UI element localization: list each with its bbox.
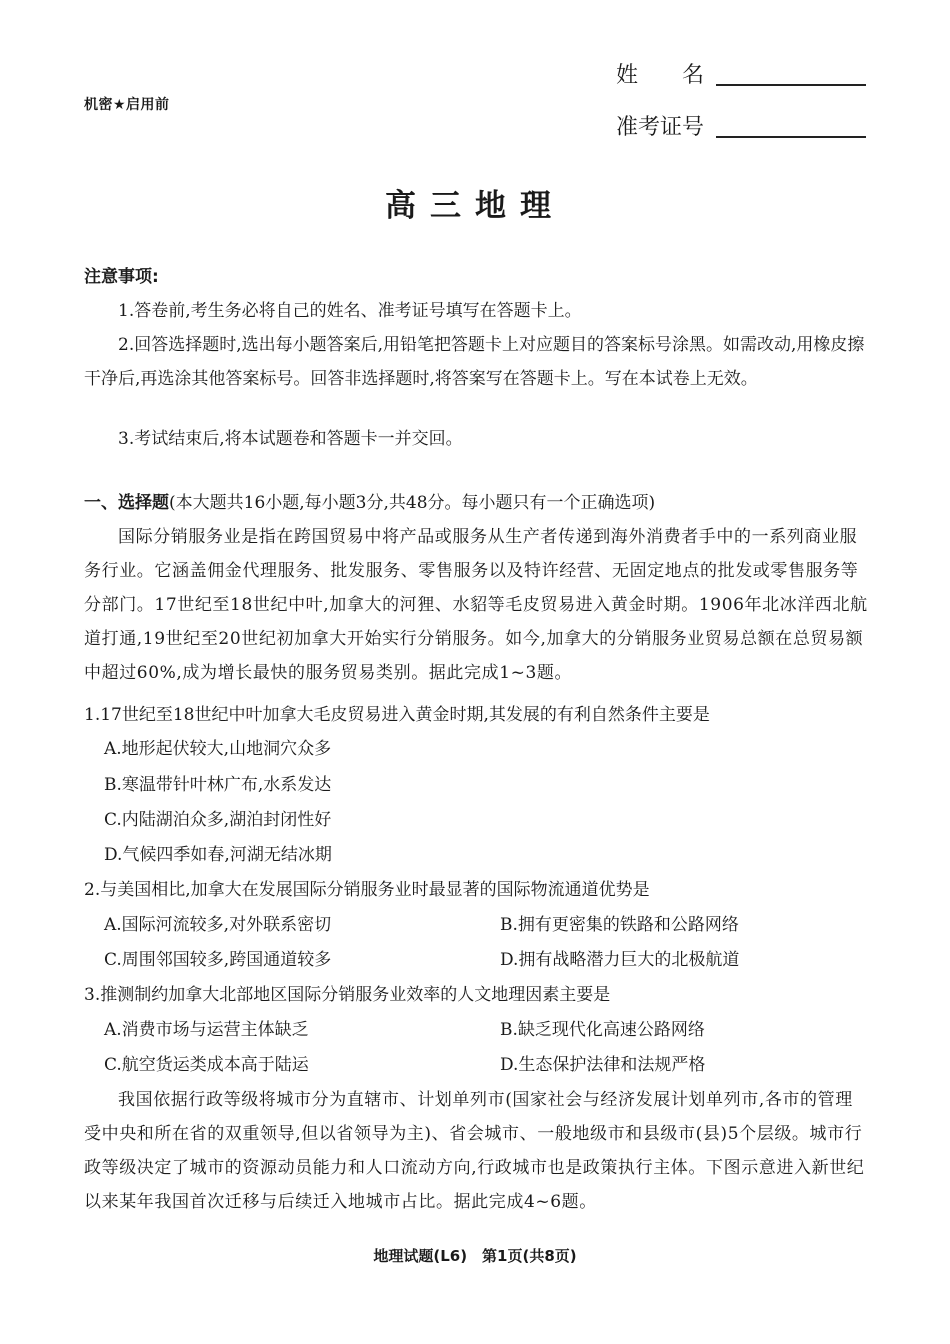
question-1-option-c: C.内陆湖泊众多,湖泊封闭性好 [104, 810, 332, 830]
question-2-option-d: D.拥有战略潜力巨大的北极航道 [500, 950, 740, 970]
name-blank-line [716, 84, 866, 86]
question-3-option-a: A.消费市场与运营主体缺乏 [104, 1020, 309, 1040]
passage-1: 国际分销服务业是指在跨国贸易中将产品或服务从生产者传递到海外消费者手中的一系列商业服务行业。它涵盖佣金代理服务、批发服务、零售服务以及特许经营、无固定地点的批发或零售服务等分部门。17世纪至18世纪中叶,加拿大的河狸、水貂等毛皮贸易进入黄金时期。1906年北冰洋西北航道打通,19世纪至20世纪初加拿大开始实行分销服务。如今,加拿大的分销服务业贸易总额在总贸易额中超过60%,成为增长最快的服务贸易类别。据此完成1~3题。 [84, 527, 868, 683]
section-instruction: (本大题共16小题,每小题3分,共48分。每小题只有一个正确选项) [169, 493, 656, 513]
question-2-option-a: A.国际河流较多,对外联系密切 [104, 915, 332, 935]
question-2-option-c: C.周围邻国较多,跨国通道较多 [104, 950, 332, 970]
notice-item-1: 1.答卷前,考生务必将自己的姓名、准考证号填写在答题卡上。 [118, 301, 582, 321]
notice-heading: 注意事项: [84, 267, 159, 287]
passage-2: 我国依据行政等级将城市分为直辖市、计划单列市(国家社会与经济发展计划单列市,各市的管理受中央和所在省的双重领导,但以省领导为主)、省会城市、一般地级市和县级市(县)5个层级。城市行政等级决定了城市的资源动员能力和人口流动方向,行政城市也是政策执行主体。下图示意进入新世纪以来某年我国首次迁移与后续迁入地城市占比。据此完成4~6题。 [84, 1090, 865, 1212]
question-1-option-a: A.地形起伏较大,山地洞穴众多 [104, 739, 332, 759]
section-heading [84, 486, 870, 520]
notice-item-2: 2.回答选择题时,选出每小题答案后,用铅笔把答题卡上对应题目的答案标号涂黑。如需改动,用橡皮擦干净后,再选涂其他答案标号。回答非选择题时,将答案写在答题卡上。写在本试卷上无效。 [84, 335, 865, 389]
page-footer: 地理试题(L6) 第1页(共8页) [373, 1247, 577, 1265]
exam-number-field [616, 110, 866, 141]
question-2-stem: 2.与美国相比,加拿大在发展国际分销服务业时最显著的国际物流通道优势是 [84, 880, 650, 900]
question-1-stem: 1.17世纪至18世纪中叶加拿大毛皮贸易进入黄金时期,其发展的有利自然条件主要是 [84, 705, 710, 725]
exam-number-label: 准考证号 [616, 115, 705, 140]
confidential-label: 机密★启用前 [84, 97, 170, 113]
page-title: 高三地理 [385, 188, 565, 224]
question-3-option-d: D.生态保护法律和法规严格 [500, 1055, 706, 1075]
question-2-option-b: B.拥有更密集的铁路和公路网络 [500, 915, 739, 935]
notice-item-3: 3.考试结束后,将本试题卷和答题卡一并交回。 [118, 429, 463, 449]
name-field [616, 58, 866, 89]
section-title: 一、选择题 [84, 493, 169, 513]
name-label: 姓 名 [616, 63, 705, 88]
question-1-option-d: D.气候四季如春,河湖无结冰期 [104, 845, 332, 865]
exam-number-blank-line [716, 136, 866, 138]
question-3-option-c: C.航空货运类成本高于陆运 [104, 1055, 309, 1075]
question-3-option-b: B.缺乏现代化高速公路网络 [500, 1020, 705, 1040]
question-3-stem: 3.推测制约加拿大北部地区国际分销服务业效率的人文地理因素主要是 [84, 985, 611, 1005]
question-1-option-b: B.寒温带针叶林广布,水系发达 [104, 775, 332, 795]
